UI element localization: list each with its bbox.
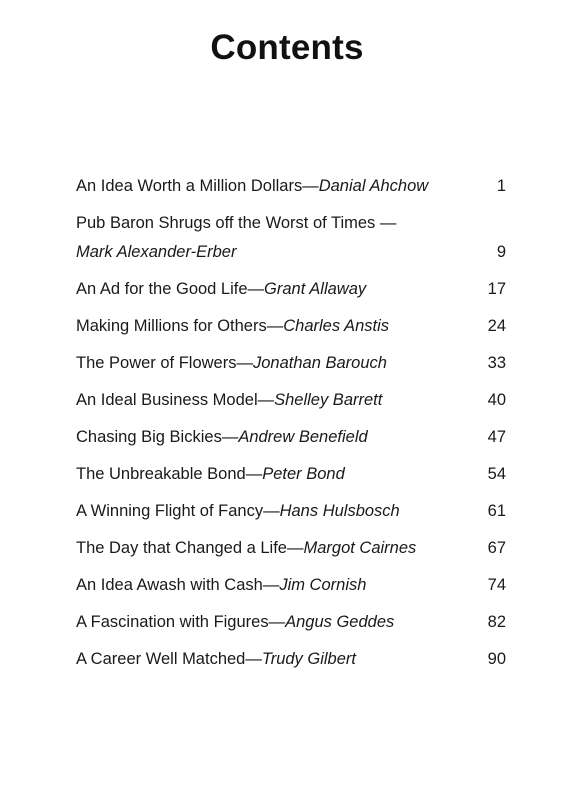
entry-author: Andrew Benefield	[238, 428, 368, 446]
entry-title: Chasing Big Bickies	[76, 428, 222, 446]
entry-separator: —	[257, 391, 275, 409]
toc-entry	[76, 275, 506, 304]
entry-separator: —	[266, 317, 284, 335]
entry-separator: —	[286, 539, 304, 557]
toc-entry	[76, 534, 506, 563]
entry-separator: —	[245, 465, 263, 483]
entry-title: Making Millions for Others	[76, 317, 267, 335]
entry-page-number: 61	[487, 502, 506, 520]
entry-author: Peter Bond	[262, 465, 345, 483]
toc-entry-text	[76, 645, 356, 674]
entry-separator: —	[236, 354, 253, 372]
entry-title: A Fascination with Figures	[76, 613, 269, 631]
entry-author: Jim Cornish	[279, 576, 367, 594]
entry-title: A Career Well Matched	[76, 650, 246, 668]
entry-author: Margot Cairnes	[303, 539, 417, 557]
toc-entry-text	[76, 349, 387, 378]
toc-entry	[76, 172, 506, 201]
toc-entry-text	[76, 386, 382, 415]
table-of-contents	[76, 172, 506, 682]
entry-page-number: 74	[487, 576, 506, 594]
entry-title: An Idea Awash with Cash	[76, 576, 263, 594]
toc-entry-text	[76, 312, 389, 341]
toc-entry-text	[76, 460, 345, 489]
entry-page-number: 17	[487, 280, 506, 298]
toc-entry	[76, 386, 506, 415]
entry-title: An Ad for the Good Life	[76, 280, 248, 298]
toc-entry-text	[76, 608, 394, 637]
entry-page-number: 90	[487, 650, 506, 668]
entry-separator: —	[245, 650, 262, 668]
entry-author: Trudy Gilbert	[261, 650, 356, 668]
entry-author: Charles Anstis	[283, 317, 389, 335]
toc-entry-text	[76, 172, 428, 201]
toc-entry	[76, 608, 506, 637]
entry-author: Mark Alexander-Erber	[76, 243, 237, 261]
toc-entry-text	[76, 209, 416, 267]
entry-author: Hans Hulsbosch	[279, 502, 400, 520]
entry-separator: —	[268, 613, 286, 631]
entry-separator: —	[302, 177, 319, 195]
entry-page-number: 33	[487, 354, 506, 372]
toc-entry	[76, 312, 506, 341]
page-title: Contents	[210, 28, 364, 67]
entry-title: A Winning Flight of Fancy	[76, 502, 264, 520]
toc-entry	[76, 460, 506, 489]
toc-entry	[76, 349, 506, 378]
entry-title: Pub Baron Shrugs off the Worst of Times	[76, 214, 376, 232]
entry-separator: —	[262, 576, 280, 594]
entry-author: Shelley Barrett	[274, 391, 383, 409]
toc-entry	[76, 423, 506, 452]
toc-entry-text	[76, 571, 366, 600]
toc-entry-text	[76, 534, 416, 563]
entry-author: Angus Geddes	[285, 613, 395, 631]
entry-page-number: 24	[487, 317, 506, 335]
entry-title: An Ideal Business Model	[76, 391, 258, 409]
toc-entry-text	[76, 497, 400, 526]
entry-title: The Power of Flowers	[76, 354, 237, 372]
entry-page-number: 1	[496, 177, 506, 195]
toc-entry-text	[76, 275, 366, 304]
toc-entry	[76, 209, 506, 267]
entry-title: The Day that Changed a Life	[76, 539, 287, 557]
entry-page-number: 47	[487, 428, 506, 446]
entry-separator: —	[247, 280, 265, 298]
entry-title: The Unbreakable Bond	[76, 465, 246, 483]
entry-page-number: 9	[496, 243, 506, 261]
toc-entry	[76, 571, 506, 600]
entry-separator: —	[379, 214, 397, 232]
entry-page-number: 54	[487, 465, 506, 483]
entry-page-number: 67	[487, 539, 506, 557]
entry-page-number: 40	[487, 391, 506, 409]
entry-page-number: 82	[487, 613, 506, 631]
entry-author: Danial Ahchow	[318, 177, 429, 195]
entry-separator: —	[221, 428, 239, 446]
toc-entry	[76, 645, 506, 674]
entry-author: Grant Allaway	[264, 280, 367, 298]
toc-entry	[76, 497, 506, 526]
entry-title: An Idea Worth a Million Dollars	[76, 177, 303, 195]
toc-entry-text	[76, 423, 368, 452]
entry-author: Jonathan Barouch	[252, 354, 387, 372]
entry-separator: —	[263, 502, 280, 520]
